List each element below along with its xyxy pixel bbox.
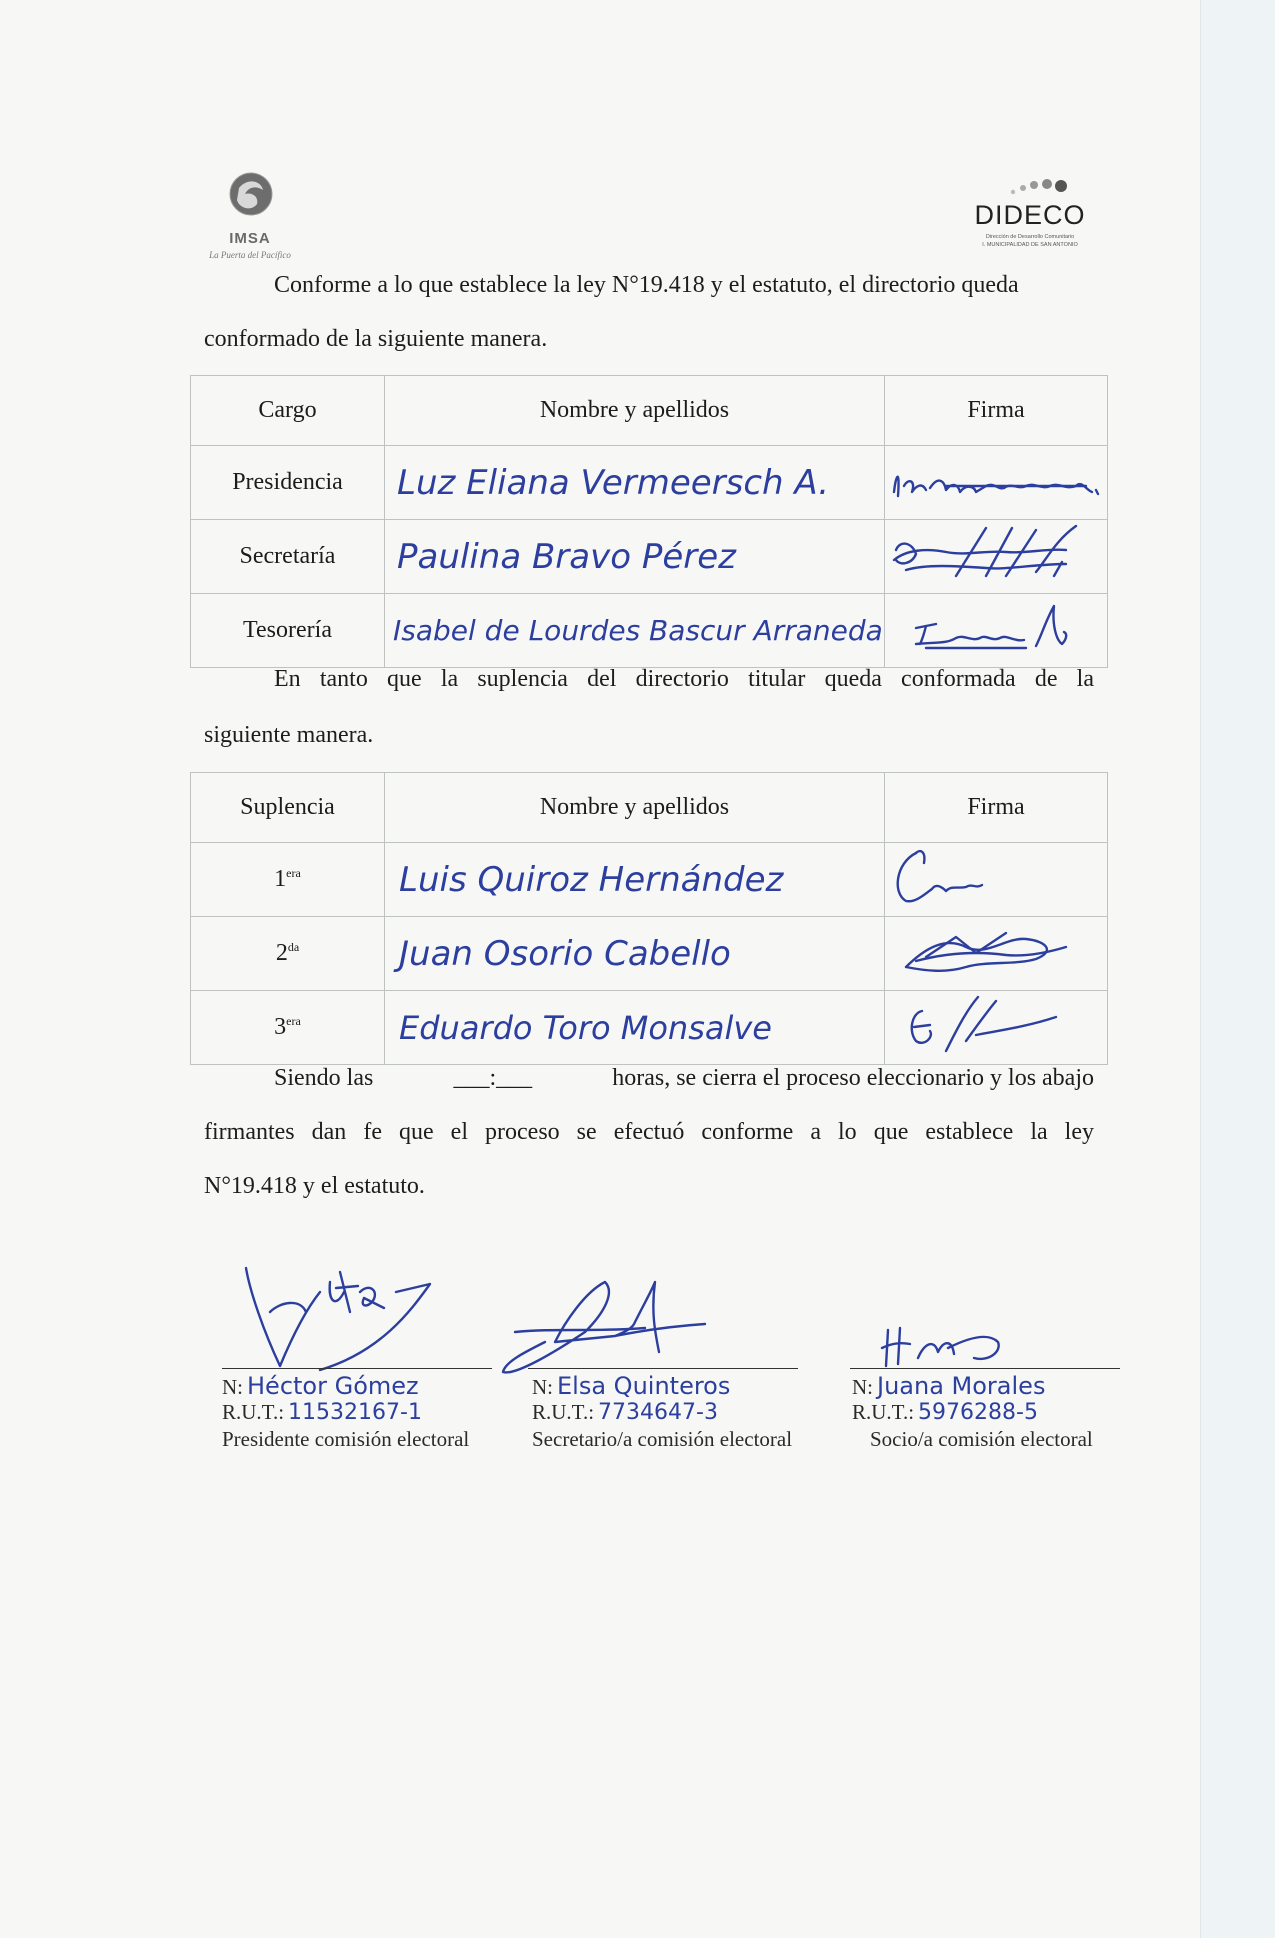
table-row bbox=[191, 446, 1108, 520]
substitute-intro-line-1: En tanto que la suplencia del directorio titular queda conformada de la bbox=[274, 666, 1094, 692]
ordinal-suffix: da bbox=[287, 940, 300, 954]
substitute-table-header-row bbox=[191, 773, 1108, 843]
imsa-logo-name: IMSA bbox=[229, 230, 271, 247]
column-header-firma: Firma bbox=[885, 376, 1108, 446]
closing-text-start: Siendo las bbox=[274, 1065, 374, 1091]
signature-socio-comision bbox=[878, 1318, 1068, 1378]
column-header-nombre: Nombre y apellidos bbox=[385, 773, 885, 843]
dideco-dots-icon bbox=[1001, 172, 1081, 202]
imsa-logo bbox=[195, 158, 305, 270]
dideco-logo-municipality: I. MUNICIPALIDAD DE SAN ANTONIO bbox=[982, 242, 1078, 248]
ordinal-number: 2 bbox=[275, 940, 288, 966]
commission-rut: 5976288-5 bbox=[918, 1400, 1038, 1425]
scan-edge bbox=[1200, 0, 1275, 1938]
commission-name: Héctor Gómez bbox=[247, 1372, 419, 1400]
time-blank: ___:___ bbox=[453, 1065, 533, 1091]
board-table-header-row bbox=[191, 376, 1108, 446]
dideco-logo bbox=[965, 172, 1095, 256]
signature-line-3 bbox=[850, 1368, 1120, 1369]
name-label: N: bbox=[222, 1375, 243, 1399]
signature-cell bbox=[885, 520, 1108, 594]
intro-line-2: conformado de la siguiente manera. bbox=[204, 326, 548, 352]
name-cell: Eduardo Toro Monsalve bbox=[385, 991, 885, 1065]
signature-secretario-comision bbox=[495, 1272, 735, 1382]
commission-member-3 bbox=[852, 1372, 1152, 1452]
signature-line-1 bbox=[222, 1368, 492, 1369]
ordinal-number: 3 bbox=[274, 1014, 287, 1040]
signature-cell bbox=[885, 843, 1108, 917]
signature-presidencia bbox=[886, 446, 1106, 512]
commission-member-1 bbox=[222, 1372, 512, 1452]
name-cell: Luis Quiroz Hernández bbox=[385, 843, 885, 917]
column-header-nombre: Nombre y apellidos bbox=[385, 376, 885, 446]
name-cell: Luz Eliana Vermeersch A. bbox=[385, 446, 885, 520]
ordinal-cell bbox=[191, 917, 385, 991]
name-label: N: bbox=[852, 1375, 873, 1399]
name-label: N: bbox=[532, 1375, 553, 1399]
name-cell: Juan Osorio Cabello bbox=[385, 917, 885, 991]
commission-rut: 7734647-3 bbox=[598, 1400, 718, 1425]
rut-label: R.U.T.: bbox=[532, 1400, 595, 1424]
commission-role: Secretario/a comisión electoral bbox=[532, 1427, 793, 1451]
signature-suplente-2 bbox=[886, 917, 1106, 983]
signature-suplente-1 bbox=[886, 843, 1106, 909]
closing-line-2: firmantes dan fe que el proceso se efectuó conforme a lo que establece la ley bbox=[204, 1119, 1094, 1145]
closing-text-end: horas, se cierra el proceso eleccionario y los abajo bbox=[612, 1065, 1094, 1091]
cargo-cell: Secretaría bbox=[191, 520, 385, 594]
imsa-emblem-icon bbox=[229, 172, 273, 216]
signature-suplente-3 bbox=[886, 991, 1106, 1057]
commission-role: Presidente comisión electoral bbox=[222, 1427, 470, 1451]
substitute-table bbox=[190, 772, 1108, 1065]
closing-line-1 bbox=[274, 1051, 1094, 1106]
table-row bbox=[191, 917, 1108, 991]
column-header-cargo: Cargo bbox=[191, 376, 385, 446]
board-table bbox=[190, 375, 1108, 668]
cargo-cell: Tesorería bbox=[191, 594, 385, 668]
ordinal-number: 1 bbox=[274, 866, 287, 892]
signature-cell bbox=[885, 446, 1108, 520]
signature-presidente-comision bbox=[240, 1262, 440, 1372]
column-header-firma: Firma bbox=[885, 773, 1108, 843]
signature-tesoreria bbox=[886, 594, 1106, 660]
dideco-logo-subtitle: Dirección de Desarrollo Comunitario bbox=[985, 234, 1075, 240]
dideco-logo-name: DIDECO bbox=[974, 200, 1086, 230]
commission-name: Elsa Quinteros bbox=[557, 1372, 731, 1400]
ordinal-suffix: era bbox=[286, 866, 301, 880]
signature-secretaria bbox=[886, 520, 1106, 586]
column-header-suplencia: Suplencia bbox=[191, 773, 385, 843]
intro-line-1: Conforme a lo que establece la ley N°19.418 y el estatuto, el directorio queda bbox=[274, 272, 1019, 298]
rut-label: R.U.T.: bbox=[852, 1400, 915, 1424]
table-row bbox=[191, 843, 1108, 917]
commission-name: Juana Morales bbox=[877, 1372, 1046, 1400]
name-cell: Isabel de Lourdes Bascur Arraneda bbox=[385, 594, 885, 668]
substitute-intro-line-2: siguiente manera. bbox=[204, 722, 374, 748]
closing-line-3: N°19.418 y el estatuto. bbox=[204, 1173, 425, 1199]
name-cell: Paulina Bravo Pérez bbox=[385, 520, 885, 594]
ordinal-cell bbox=[191, 843, 385, 917]
rut-label: R.U.T.: bbox=[222, 1400, 285, 1424]
signature-cell bbox=[885, 917, 1108, 991]
imsa-logo-motto: La Puerta del Pacífico bbox=[209, 250, 291, 260]
commission-rut: 11532167-1 bbox=[288, 1400, 422, 1425]
commission-member-2 bbox=[532, 1372, 832, 1452]
signature-line-2 bbox=[528, 1368, 798, 1369]
table-row bbox=[191, 520, 1108, 594]
commission-role: Socio/a comisión electoral bbox=[870, 1427, 1093, 1451]
cargo-cell: Presidencia bbox=[191, 446, 385, 520]
ordinal-suffix: era bbox=[286, 1014, 301, 1028]
